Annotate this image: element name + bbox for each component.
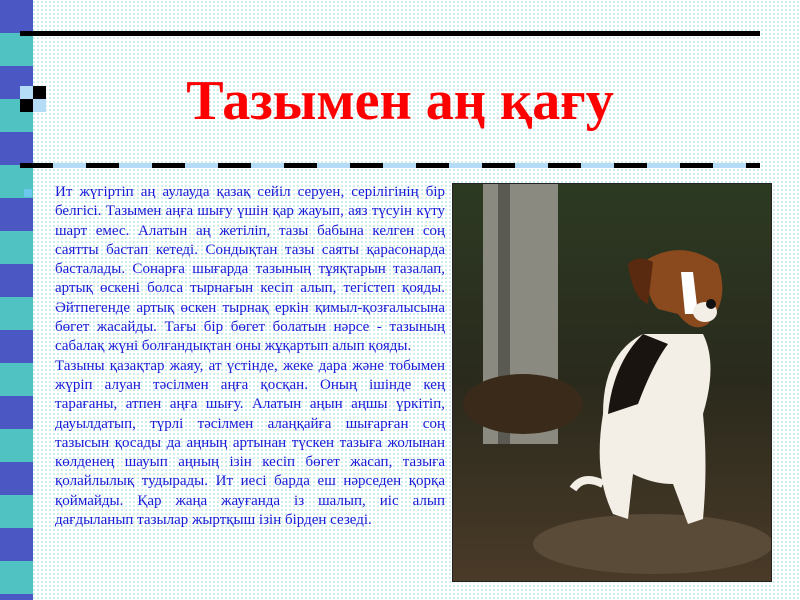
title-bullet-icon (20, 86, 46, 112)
paragraph: Ит жүгіртіп аң аулауда қазақ сейіл серуен, серілігінің бір белгісі. Тазымен аңға шығу үшін қар жауып, аяз түсуін күту шарт емес. Алатын аң жетіліп, тазы бабына келген соң саятты бастап кетеді. Сондықтан тазы саяты қарасонарда басталады. Сонарға шығарда тазының тұяқтарын тазалап, артық өскені болса тырнағын кесіп алып, тегістеп қояды. Әйтпегенде артық өскен тырнақ еркін қимыл-қозғалысына бөгет жасайды. Тағы бір бөгет болатын нәрсе - тазының сабалақ жүні болғандықтан оны жұқартып алып қояды. (55, 184, 445, 355)
paragraph-bullet-icon (24, 189, 32, 197)
body-text (55, 183, 445, 530)
top-divider (20, 31, 760, 36)
dog-photo (452, 183, 772, 582)
paragraph: Тазыны қазақтар жаяу, ат үстінде, жеке дара және тобымен жүріп алуан тәсілмен аңға қосқан. Оның ішінде кең тарағаны, атпен аңға шығу. Алатын аңын аңшы үркітіп, дауылдатып, түрлі тәсілмен алаңқайға шығарған соң тазысын қосады да аңның артынан түскен тазыға жолынан көлденең шауып аңның ізін кесіп бөгет жасап, тазыға қолайлылық тудырады. Ит иесі барда еш нәрседен қорқа қоймайды. Қар жаңа жауғанда із шалып, иіс алып дағдыланып тазылар жыртқыш ізін бірден сезеді. (55, 357, 445, 529)
dashed-divider (20, 163, 760, 168)
slide-title: Тазымен аң қағу (186, 70, 614, 132)
